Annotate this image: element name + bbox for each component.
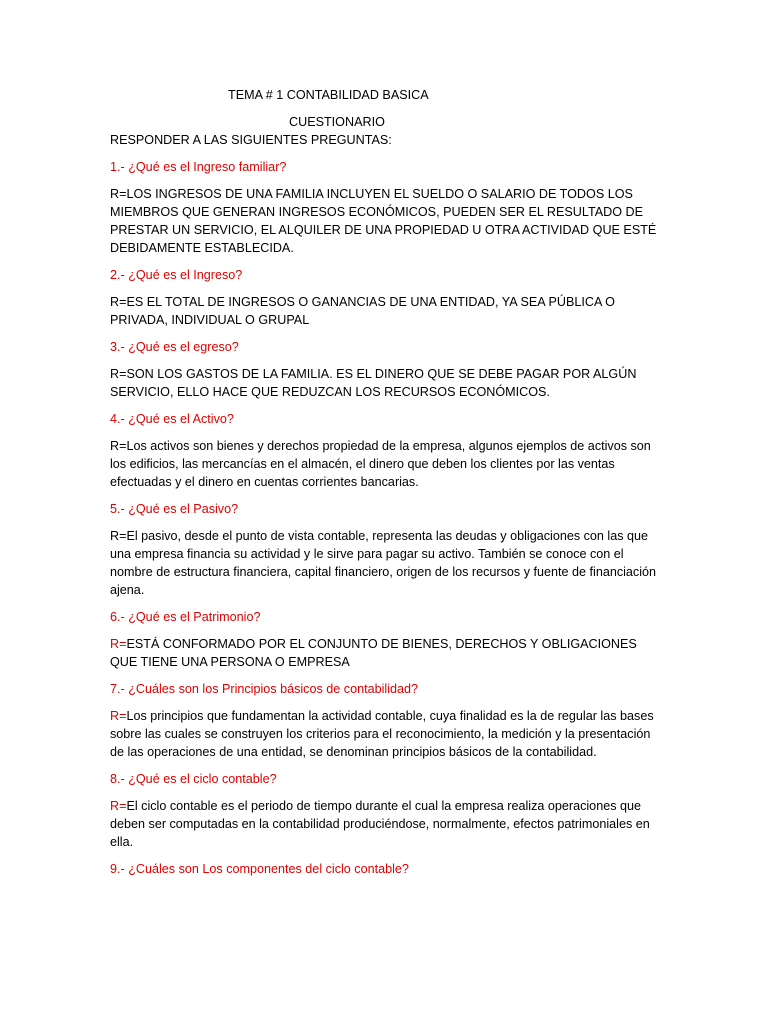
- answer-text: ES EL TOTAL DE INGRESOS O GANANCIAS DE UNA ENTIDAD, YA SEA PÚBLICA O PRIVADA, INDIVIDUAL O GRUPAL: [110, 295, 615, 327]
- answer-2: [110, 293, 658, 329]
- answer-text: Los activos son bienes y derechos propiedad de la empresa, algunos ejemplos de activos son los edificios, las mercancías en el almacén, el dinero que deben los clientes por las ventas efectuadas y el dinero en cuentas corrientes bancarias.: [110, 439, 651, 489]
- answer-text: Los principios que fundamentan la actividad contable, cuya finalidad es la de regular las bases sobre las cuales se construyen los criterios para el reconocimiento, la medición y la presentación de las operaciones de una entidad, se denominan principios básicos de la contabilidad.: [110, 709, 654, 759]
- question-6: 6.- ¿Qué es el Patrimonio?: [110, 610, 261, 624]
- document-title: TEMA # 1 CONTABILIDAD BASICA: [228, 88, 429, 102]
- answer-prefix: R=: [110, 529, 127, 543]
- question-8: 8.- ¿Qué es el ciclo contable?: [110, 772, 277, 786]
- document-body: [110, 86, 658, 878]
- answer-text: El ciclo contable es el periodo de tiempo durante el cual la empresa realiza operaciones que deben ser computadas en la contabilidad produciéndose, normalmente, efectos patrimoniales en ella.: [110, 799, 650, 849]
- answer-8: [110, 797, 658, 851]
- answer-prefix: R=: [110, 187, 127, 201]
- question-5: 5.- ¿Qué es el Pasivo?: [110, 502, 239, 516]
- question-9: 9.- ¿Cuáles son Los componentes del ciclo contable?: [110, 862, 409, 876]
- answer-text: SON LOS GASTOS DE LA FAMILIA. ES EL DINERO QUE SE DEBE PAGAR POR ALGÚN SERVICIO, ELLO HACE QUE REDUZCAN LOS RECURSOS ECONÓMICOS.: [110, 367, 637, 399]
- question-7: 7.- ¿Cuáles son los Principios básicos de contabilidad?: [110, 682, 419, 696]
- question-3: 3.- ¿Qué es el egreso?: [110, 340, 239, 354]
- answer-text: El pasivo, desde el punto de vista contable, representa las deudas y obligaciones con las que una empresa financia su actividad y le sirve para pagar su activo. También se conoce con el nombre de estructura financiera, capital financiero, origen de los recursos y fuente de financiación ajena.: [110, 529, 657, 597]
- answer-prefix: R=: [110, 637, 127, 651]
- answer-text: LOS INGRESOS DE UNA FAMILIA INCLUYEN EL SUELDO O SALARIO DE TODOS LOS MIEMBROS QUE GENERAN INGRESOS ECONÓMICOS, PUEDEN SER EL RESULTADO DE PRESTAR UN SERVICIO, EL ALQUILER DE UNA PROPIEDAD U OTRA ACTIVIDAD QUE ESTÉ DEBIDAMENTE ESTABLECIDA.: [110, 187, 657, 255]
- instructions-text: RESPONDER A LAS SIGUIENTES PREGUNTAS:: [110, 133, 392, 147]
- answer-prefix: R=: [110, 799, 127, 813]
- answer-text: ESTÁ CONFORMADO POR EL CONJUNTO DE BIENES, DERECHOS Y OBLIGACIONES QUE TIENE UNA PERSONA O EMPRESA: [110, 637, 637, 669]
- answer-5: [110, 527, 658, 599]
- answer-prefix: R=: [110, 295, 127, 309]
- answer-1: [110, 185, 658, 257]
- answer-7: [110, 707, 658, 761]
- answer-prefix: R=: [110, 709, 127, 723]
- answer-prefix: R=: [110, 367, 127, 381]
- answer-prefix: R=: [110, 439, 127, 453]
- question-2: 2.- ¿Qué es el Ingreso?: [110, 268, 243, 282]
- document-subtitle: CUESTIONARIO: [289, 115, 385, 129]
- answer-3: [110, 365, 658, 401]
- question-1: 1.- ¿Qué es el Ingreso familiar?: [110, 160, 287, 174]
- question-4: 4.- ¿Qué es el Activo?: [110, 412, 234, 426]
- answer-6: [110, 635, 658, 671]
- answer-4: [110, 437, 658, 491]
